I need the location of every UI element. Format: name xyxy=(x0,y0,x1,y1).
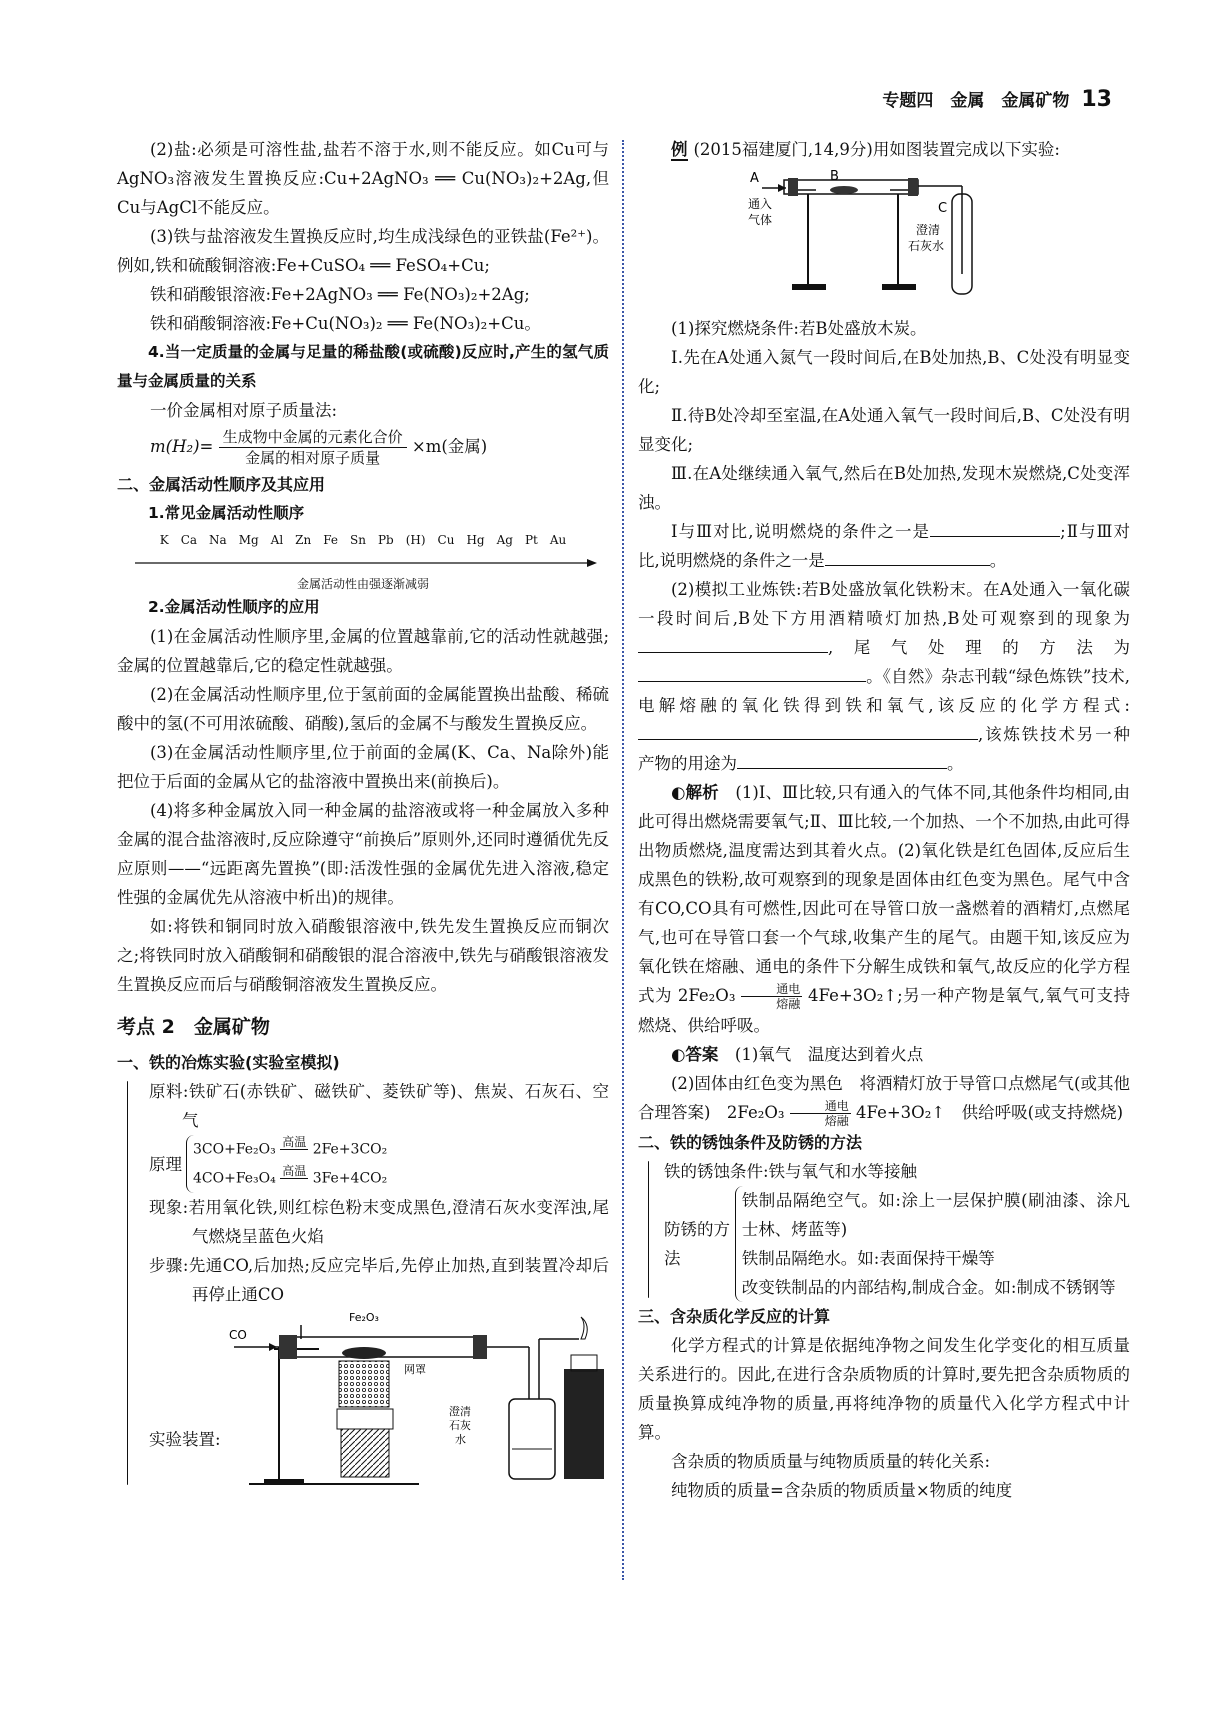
combustion-apparatus-figure xyxy=(748,164,1008,314)
fig-fe2o3-label: Fe₂O₃ xyxy=(349,1311,379,1324)
fig-a-label: A xyxy=(750,171,759,186)
answer-1 xyxy=(638,1040,1130,1069)
answer-2-text-2: 4Fe+3O₂↑ 供给呼吸(或支持燃烧) xyxy=(856,1103,1124,1122)
q1-text-1: Ⅰ与Ⅲ对比,说明燃烧的条件之一是 xyxy=(671,522,931,541)
rust-method-1: 铁制品隔绝空气。如:涂上一层保护膜(刷油漆、涂凡士林、烤蓝等) xyxy=(741,1191,1130,1239)
heading-hydrogen-mass: 4.当一定质量的金属与足量的稀盐酸(或硫酸)反应时,产生的氢气质量与金属质量的关系 xyxy=(117,343,609,390)
fig-lime-1: 澄清 xyxy=(449,1405,471,1418)
paragraph-application-1: (1)在金属活动性顺序里,金属的位置越靠前,它的活动性就越强;金属的位置越靠后,它的稳定性就越强。 xyxy=(117,627,609,675)
paragraph-example: 如:将铁和铜同时放入硝酸银溶液中,铁先发生置换反应而铜次之;将铁同时放入硝酸铜和硝酸银的混合溶液中,铁先与硝酸银溶液发生置换反应而后与硝酸铜溶液发生置换反应。 xyxy=(117,917,609,994)
rust-method-list xyxy=(735,1186,1130,1302)
rust-method-3: 改变铁制品的内部结构,制成合金。如:制成不锈钢等 xyxy=(741,1278,1116,1297)
fig-co-label: CO xyxy=(229,1328,247,1342)
answer-2-text: (2)固体由红色变为黑色 将酒精灯放于导管口点燃尾气(或其他合理答案) 2Fe₂O₃ xyxy=(638,1074,1130,1122)
answer-condition-bottom: 熔融 xyxy=(824,1114,849,1128)
analysis-tag-text: 解析 xyxy=(685,783,719,802)
example-text: (2015福建厦门,14,9分)用如图装置完成以下实验: xyxy=(693,140,1060,159)
fig-b-label: B xyxy=(830,169,839,184)
question-2 xyxy=(638,575,1130,778)
activity-series-diagram xyxy=(117,532,609,591)
rust-methods xyxy=(664,1186,1130,1302)
equation-iron-copper: 铁和硝酸铜溶液:Fe+Cu(NO₃)₂ ══ Fe(NO₃)₂+Cu。 xyxy=(150,314,541,333)
question-1: (1)探究燃烧条件:若B处盛放木炭。 xyxy=(671,319,927,338)
answer-1-text: (1)氧气 温度达到着火点 xyxy=(734,1045,924,1064)
heading-kaodian-2: 考点 2 金属矿物 xyxy=(117,1016,270,1038)
heading-activity-series: 二、金属活动性顺序及其应用 xyxy=(117,475,326,494)
q2-text-4: ,该炼铁技术另一种产物的用途为 xyxy=(638,725,1130,773)
smelting-summary xyxy=(117,1077,609,1489)
formula-hydrogen-mass xyxy=(117,427,609,468)
activity-series-metals: K Ca Na Mg Al Zn Fe Sn Pb (H) Cu Hg Ag Pt Au xyxy=(159,533,567,547)
eq2-products: 3Fe+4CO₂ xyxy=(312,1170,388,1187)
answer-2 xyxy=(638,1069,1130,1128)
eq1-condition xyxy=(280,1135,308,1164)
column-divider xyxy=(622,140,624,1580)
answer-blank-1[interactable] xyxy=(930,518,1060,537)
smelting-apparatus-figure xyxy=(229,1309,609,1489)
q2-text-3: 。《自然》杂志刊载“绿色炼铁”技术,电解熔融的氧化铁得到铁和氧气,该反应的化学方程式: xyxy=(638,667,1130,715)
impurity-relation: 含杂质的物质质量与纯物质质量的转化关系: xyxy=(671,1452,991,1471)
eq2-condition xyxy=(280,1164,308,1193)
paragraph-iron-salt: (3)铁与盐溶液发生置换反应时,均生成浅绿色的亚铁盐(Fe²⁺)。例如,铁和硫酸铜溶液:Fe+CuSO₄ ══ FeSO₄+Cu; xyxy=(117,227,609,275)
eq1-products: 2Fe+3CO₂ xyxy=(312,1141,388,1158)
page-header xyxy=(882,86,1112,112)
fig-in2-label: 气体 xyxy=(748,213,773,227)
fig-lime-2: 石灰水 xyxy=(908,239,945,253)
paragraph-application-2: (2)在金属活动性顺序里,位于氢前面的金属能置换出盐酸、稀硫酸中的氢(不可用浓硫酸、硝酸),氢后的金属不与酸发生置换反应。 xyxy=(117,685,609,733)
combustion-apparatus xyxy=(638,164,1130,314)
smelting-apparatus xyxy=(149,1309,609,1489)
eq2-condition-text: 高温 xyxy=(282,1164,307,1178)
fig-lime-3: 水 xyxy=(455,1433,466,1446)
formula-numerator: 生成物中金属的元素化合价 xyxy=(219,427,407,448)
heading-impurity: 三、含杂质化学反应的计算 xyxy=(638,1307,831,1326)
answer-blank-5[interactable] xyxy=(638,721,978,740)
paragraph-salt: (2)盐:必须是可溶性盐,盐若不溶于水,则不能反应。如Cu可与AgNO₃溶液发生置换反应:Cu+2AgNO₃ ══ Cu(NO₃)₂+2Ag,但Cu与AgCl不能反应。 xyxy=(117,140,609,217)
eq2-reactants: 4CO+Fe₃O₄ xyxy=(193,1170,276,1187)
smelting-phenomenon: 现象:若用氧化铁,则红棕色粉末变成黑色,澄清石灰水变浑浊,尾气燃烧呈蓝色火焰 xyxy=(149,1198,609,1246)
heading-iron-smelting: 一、铁的冶炼实验(实验室模拟) xyxy=(117,1053,340,1072)
equation-fe2o3 xyxy=(193,1135,387,1164)
rust-summary xyxy=(638,1157,1130,1302)
eq1-condition-text: 高温 xyxy=(282,1135,307,1149)
analysis-condition-bottom: 熔融 xyxy=(776,997,801,1011)
question-1-step-3: Ⅲ.在A处继续通入氧气,然后在B处加热,发现木炭燃烧,C处变浑浊。 xyxy=(638,464,1130,512)
answer-blank-3[interactable] xyxy=(638,634,828,653)
fig-net-label: 网罩 xyxy=(404,1363,426,1376)
activity-arrow xyxy=(117,558,609,568)
rust-method-2: 铁制品隔绝水。如:表面保持干燥等 xyxy=(741,1249,995,1268)
smelting-steps: 步骤:先通CO,后加热;反应完毕后,先停止加热,直到装置冷却后再停止通CO xyxy=(149,1256,609,1304)
question-1-blanks xyxy=(638,517,1130,575)
fig-lime-1: 澄清 xyxy=(916,223,941,237)
answer-tag-text: 答案 xyxy=(685,1045,719,1064)
analysis-condition-top: 通电 xyxy=(741,982,802,997)
right-column xyxy=(638,135,1130,1505)
q1-text-3: 。 xyxy=(989,551,1007,570)
formula-left: m(H₂)= xyxy=(150,437,214,456)
question-1-step-2: Ⅱ.待B处冷却至室温,在A处通入氧气一段时间后,B、C处没有明显变化; xyxy=(638,406,1130,454)
fig-lime-2: 石灰 xyxy=(449,1419,471,1432)
principle-label: 原理 xyxy=(149,1154,182,1174)
q1-text-2: ;Ⅱ与Ⅲ对比,说明燃烧的条件之一是 xyxy=(638,522,1130,570)
q2-text-2: ,尾气处理的方法为 xyxy=(828,638,1130,657)
answer-blank-6[interactable] xyxy=(737,750,947,769)
example-intro xyxy=(638,135,1130,164)
equation-fe3o4 xyxy=(193,1164,387,1193)
heading-common-activity: 1.常见金属活动性顺序 xyxy=(148,504,305,522)
apparatus-label: 实验装置: xyxy=(149,1430,221,1449)
header-title: 专题四 金属 金属矿物 xyxy=(882,91,1070,111)
example-tag: 例 xyxy=(671,140,688,159)
smelting-principle xyxy=(149,1135,609,1193)
answer-blank-2[interactable] xyxy=(825,547,990,566)
principle-equations xyxy=(186,1135,387,1193)
formula-fraction xyxy=(219,427,407,468)
paragraph-application-4: (4)将多种金属放入同一种金属的盐溶液或将一种金属放入多种金属的混合盐溶液时,反应除遵守“前换后”原则外,还同时遵循优先反应原则——“远距离先置换”(即:活泼性强的金属优先进入溶液,稳定性强的金属优先从溶液中析出)的规律。 xyxy=(117,801,609,907)
answer-condition-top: 通电 xyxy=(790,1099,851,1114)
analysis-tag: ◐解析 xyxy=(671,783,719,802)
impurity-paragraph: 化学方程式的计算是依据纯净物之间发生化学变化的相互质量关系进行的。因此,在进行含杂质物质的计算时,要先把含杂质物质的质量换算成纯净物的质量,再将纯净物的质量代入化学方程式中计算。 xyxy=(638,1336,1130,1442)
q2-text-1: (2)模拟工业炼铁:若B处盛放氧化铁粉末。在A处通入一氧化碳一段时间后,B处下方用酒精喷灯加热,B处可观察到的现象为 xyxy=(638,580,1130,628)
eq1-reactants: 3CO+Fe₂O₃ xyxy=(193,1141,276,1158)
answer-tag: ◐答案 xyxy=(671,1045,719,1064)
formula-denominator: 金属的相对原子质量 xyxy=(245,449,381,467)
answer-condition xyxy=(790,1099,851,1128)
question-1-step-1: Ⅰ.先在A处通入氮气一段时间后,在B处加热,B、C处没有明显变化; xyxy=(638,348,1130,396)
rust-method-label: 防锈的方法 xyxy=(664,1220,730,1268)
text-monovalent-method: 一价金属相对原子质量法: xyxy=(150,401,338,420)
activity-series-caption: 金属活动性由强逐渐减弱 xyxy=(296,577,429,591)
fig-in1-label: 通入 xyxy=(748,197,773,211)
page-number: 13 xyxy=(1081,87,1112,112)
heading-activity-application: 2.金属活动性顺序的应用 xyxy=(148,598,320,616)
answer-blank-4[interactable] xyxy=(638,663,866,682)
q2-text-5: 。 xyxy=(947,754,964,773)
smelting-raw-materials: 原料:铁矿石(赤铁矿、磁铁矿、菱铁矿等)、焦炭、石灰石、空气 xyxy=(149,1082,609,1130)
impurity-formula: 纯物质的质量=含杂质的物质质量×物质的纯度 xyxy=(671,1481,1013,1500)
heading-rust: 二、铁的锈蚀条件及防锈的方法 xyxy=(638,1133,863,1152)
fig-c-label: C xyxy=(938,201,948,216)
rust-condition: 铁的锈蚀条件:铁与氧气和水等接触 xyxy=(664,1162,918,1181)
left-column xyxy=(117,135,609,1489)
analysis-condition xyxy=(741,982,802,1011)
formula-right: ×m(金属) xyxy=(411,437,488,456)
equation-iron-silver: 铁和硝酸银溶液:Fe+2AgNO₃ ══ Fe(NO₃)₂+2Ag; xyxy=(150,285,530,304)
paragraph-application-3: (3)在金属活动性顺序里,位于前面的金属(K、Ca、Na除外)能把位于后面的金属从它的盐溶液中置换出来(前换后)。 xyxy=(117,743,609,791)
analysis xyxy=(638,778,1130,1040)
analysis-text: (1)Ⅰ、Ⅲ比较,只有通入的气体不同,其他条件均相同,由此可得出燃烧需要氧气;Ⅱ、Ⅲ比较,一个加热、一个不加热,由此可得出物质燃烧,温度需达到其着火点。(2)氧化铁是红色固体,反应后生成黑色的铁粉,故可观察到的现象是固体由红色变为黑色。尾气中含有CO,CO具有可燃性,因此可在导管口放一盏燃着的酒精灯,点燃尾气,也可在导管口套一个气球,收集产生的尾气。由题干知,该反应为氧化铁在熔融、通电的条件下分解生成铁和氧气,故反应的化学方程式为 2Fe₂O₃ xyxy=(638,783,1131,1005)
analysis-text-2: 4Fe+3O₂↑;另一种产物是氧气,氧气可支持燃烧、供给呼吸。 xyxy=(638,986,1131,1035)
